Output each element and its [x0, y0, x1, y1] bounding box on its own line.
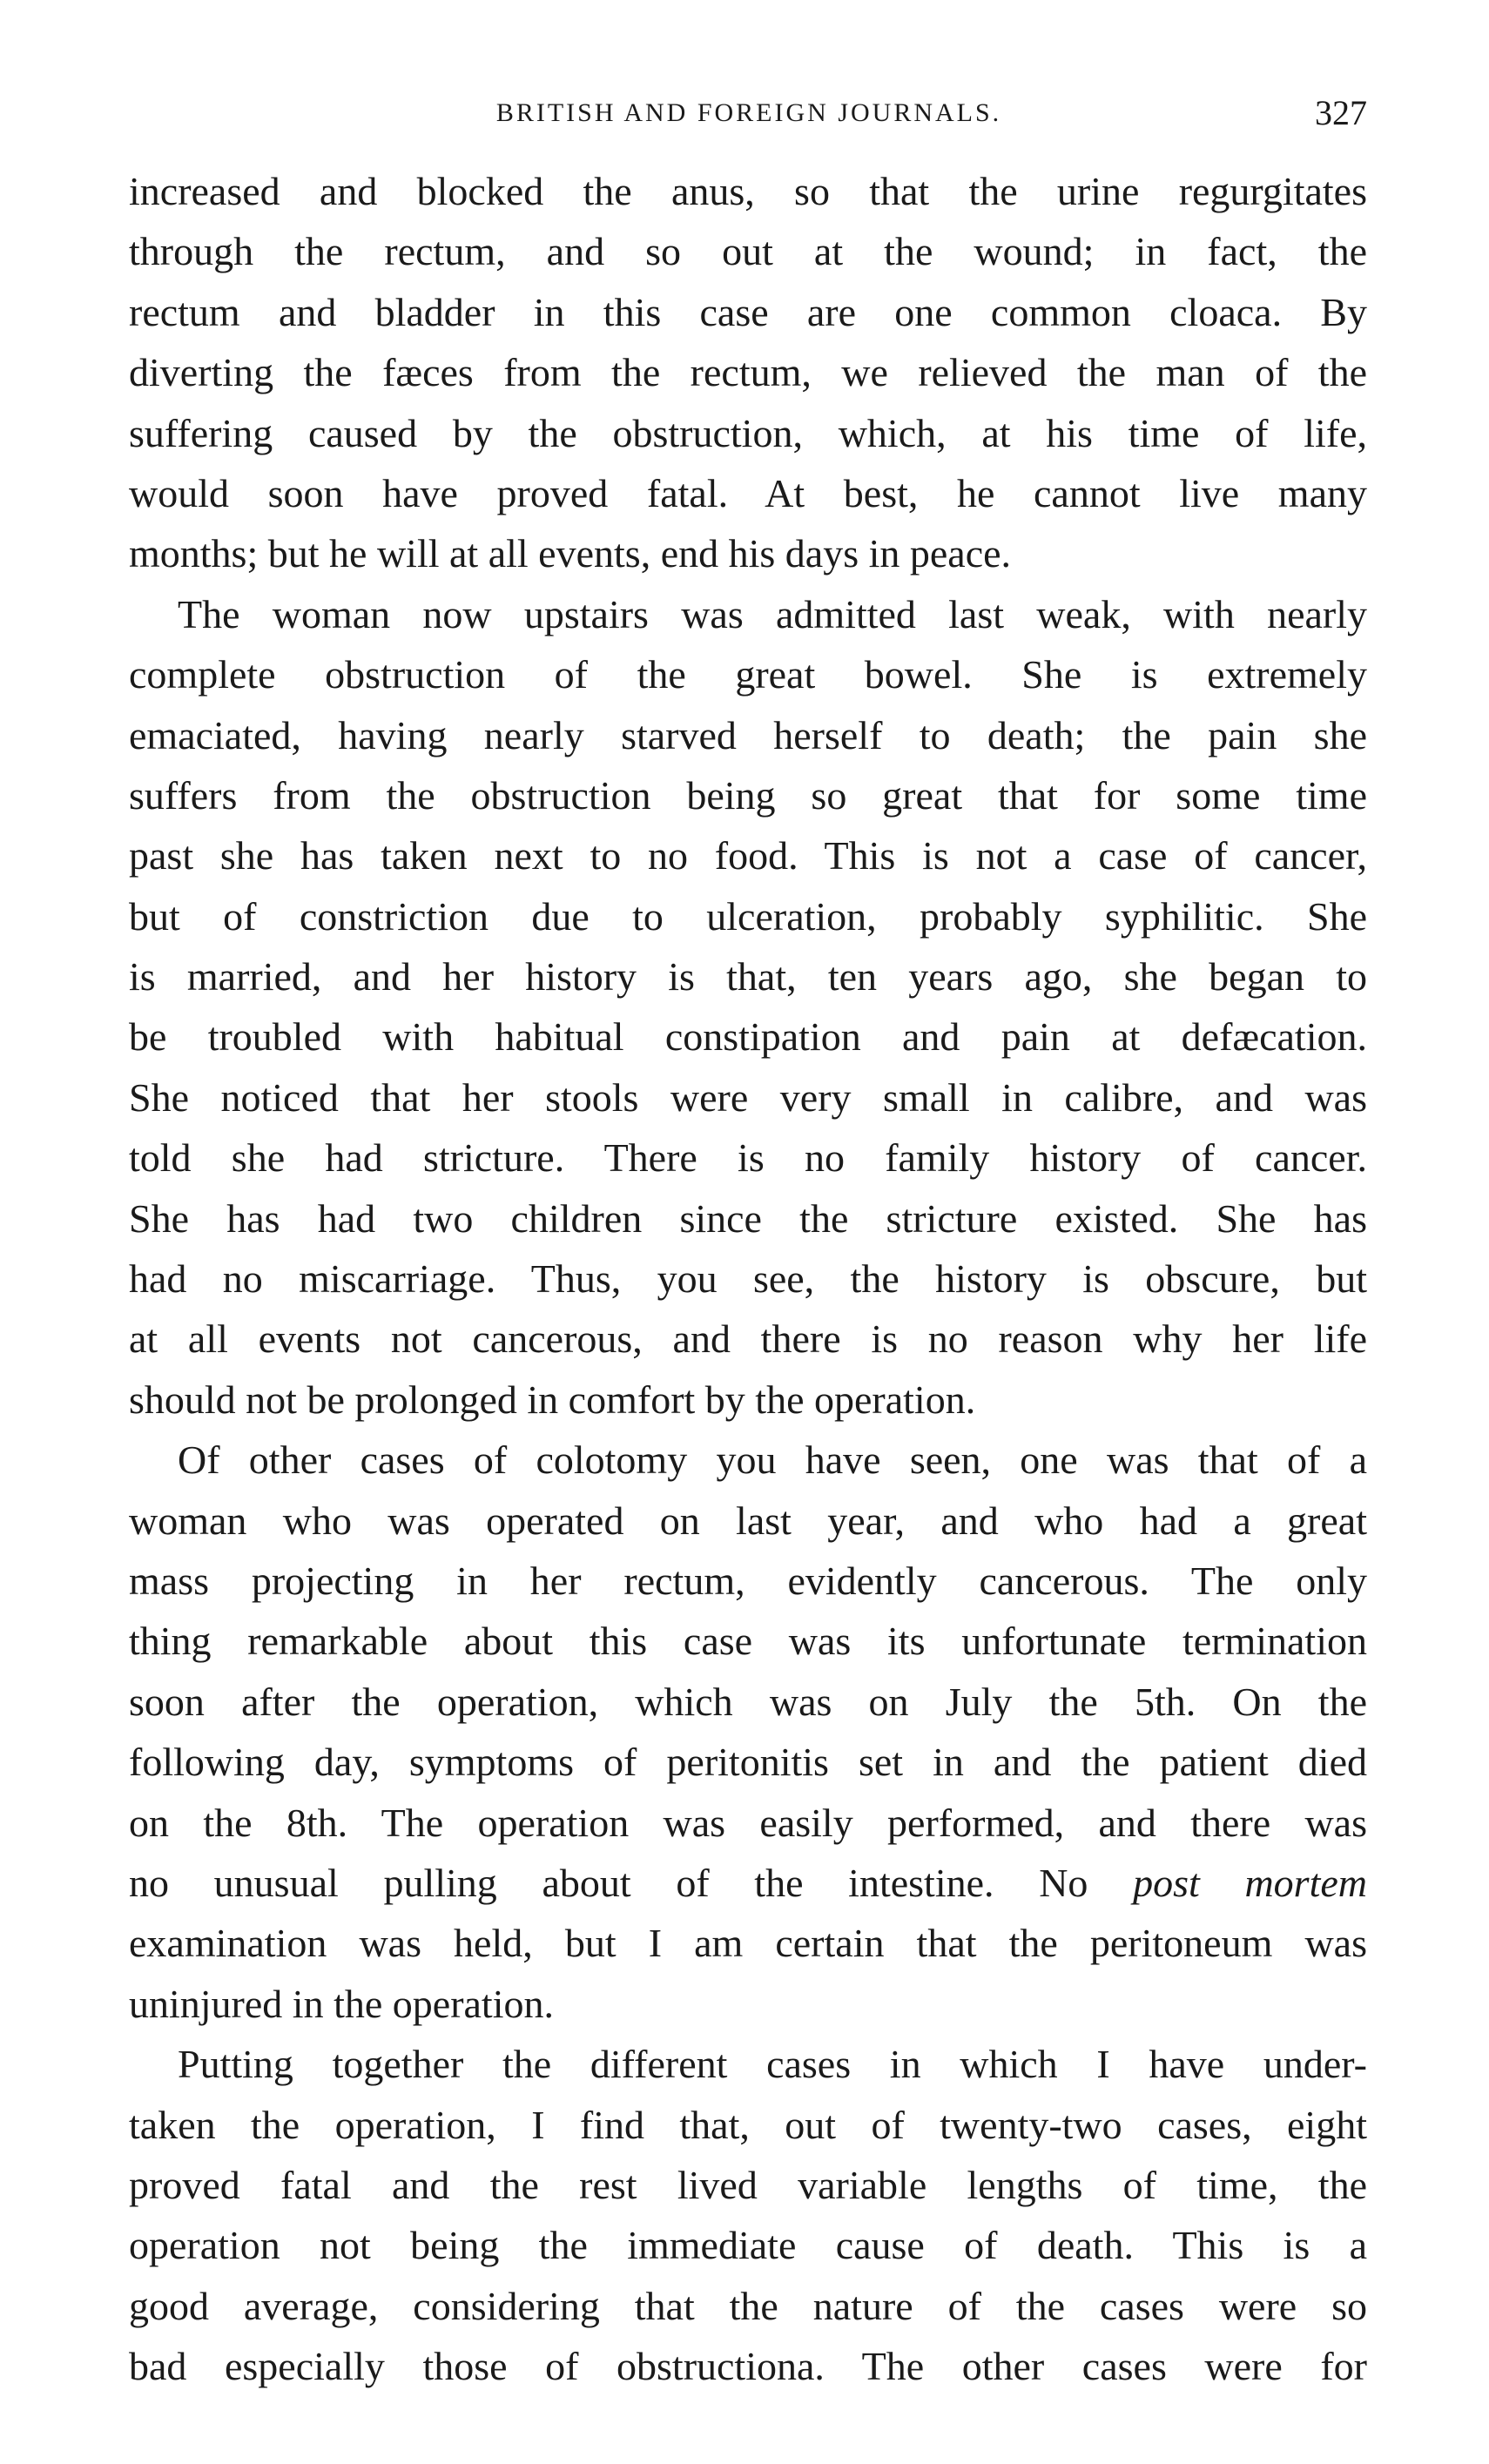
text-line-content: thing remarkable about this case was its unfortunate termination [129, 1619, 1367, 1664]
text-line-content: on the 8th. The operation was easily performed, and there was [129, 1800, 1367, 1845]
text-line [129, 1491, 1367, 1551]
text-line [129, 584, 1367, 644]
text-line-content: increased and blocked the anus, so that the urine regurgitates [129, 169, 1367, 213]
text-line-content: is married, and her history is that, ten years ago, she began to [129, 954, 1367, 1000]
text-line-content: be troubled with habitual constipation and pain at defæcation. [129, 1014, 1367, 1060]
text-line [129, 644, 1367, 704]
text-line-content: Of other cases of colotomy you have seen, one was that of a [178, 1437, 1367, 1483]
text-line-content: suffering caused by the obstruction, which, at his time of life, [129, 410, 1367, 455]
text-line [129, 1913, 1367, 1973]
text-line-content: The woman now upstairs was admitted last weak, with nearly [178, 591, 1367, 636]
text-line-content: diverting the fæces from the rectum, we relieved the man of the [129, 350, 1367, 395]
text-line [129, 161, 1367, 221]
text-line [129, 523, 1367, 583]
text-line [129, 1611, 1367, 1671]
text-line [129, 705, 1367, 765]
text-line [129, 2276, 1367, 2336]
text-line-content: had no miscarriage. Thus, you see, the history is obscure, but [129, 1256, 1367, 1302]
text-line-content: examination was held, but I am certain that the peritoneum was [129, 1921, 1367, 1966]
text-line-content: but of constriction due to ulceration, probably syphilitic. She [129, 893, 1367, 939]
text-line [129, 2095, 1367, 2155]
text-line [129, 1067, 1367, 1128]
text-line-content: through the rectum, and so out at the wound; in fact, the [129, 229, 1367, 274]
page-number: 327 [1315, 93, 1367, 132]
text-line [129, 221, 1367, 281]
text-line [129, 2336, 1367, 2396]
text-line [129, 825, 1367, 885]
running-head [131, 87, 1367, 139]
text-line-content: uninjured in the operation. [129, 1981, 554, 2026]
text-line [129, 1853, 1367, 1913]
text-line [129, 2215, 1367, 2275]
text-line [129, 886, 1367, 946]
text-line-content: She has had two children since the stricture existed. She has [129, 1195, 1367, 1241]
text-line-content: suffers from the obstruction being so great that for some time [129, 772, 1367, 818]
text-line [129, 1672, 1367, 1732]
text-line [129, 1309, 1367, 1369]
text-line-content: past she has taken next to no food. This is not a case of cancer, [129, 833, 1367, 879]
text-line-content: emaciated, having nearly starved herself to death; the pain she [129, 712, 1367, 757]
text-line [129, 1188, 1367, 1249]
text-line [129, 403, 1367, 463]
text-line [129, 1793, 1367, 1853]
text-line [129, 946, 1367, 1006]
text-line [129, 2155, 1367, 2215]
text-line-content: She noticed that her stools were very small in calibre, and was [129, 1074, 1367, 1120]
text-line-content: no unusual pulling about of the intestine. No [129, 1860, 1134, 1905]
text-line-content: mass projecting in her rectum, evidently cancerous. The only [129, 1558, 1367, 1603]
text-line-content: told she had stricture. There is no family history of cancer. [129, 1135, 1367, 1181]
text-line [129, 1430, 1367, 1490]
text-line-content: Putting together the different cases in which I have under- [178, 2042, 1367, 2087]
text-line [129, 1128, 1367, 1188]
text-line [129, 1974, 1367, 2034]
text-line-content: would soon have proved fatal. At best, he cannot live many [129, 470, 1367, 515]
text-line-content: good average, considering that the nature of the cases were so [129, 2283, 1367, 2328]
text-line-content: operation not being the immediate cause of death. This is a [129, 2223, 1367, 2268]
text-line-content: bad especially those of obstructiona. The other cases were for [129, 2344, 1367, 2389]
text-line-content: woman who was operated on last year, and who had a great [129, 1498, 1367, 1543]
text-line-content: taken the operation, I find that, out of twenty-two cases, eight [129, 2102, 1367, 2147]
text-line [129, 463, 1367, 523]
text-line-content: should not be prolonged in comfort by the operation. [129, 1377, 976, 1422]
text-line-content: proved fatal and the rest lived variable lengths of time, the [129, 2162, 1367, 2207]
text-line-content: months; but he will at all events, end his days in peace. [129, 531, 1012, 576]
text-line [129, 765, 1367, 825]
text-line [129, 1249, 1367, 1309]
body-text [129, 161, 1367, 2396]
text-line [129, 2034, 1367, 2094]
running-title: BRITISH AND FOREIGN JOURNALS. [495, 98, 1002, 127]
text-line [129, 1006, 1367, 1067]
italic-phrase: post mortem [1133, 1860, 1367, 1905]
text-line [129, 282, 1367, 342]
text-line [129, 342, 1367, 402]
text-line-content: at all events not cancerous, and there is no reason why her life [129, 1316, 1367, 1362]
text-line [129, 1551, 1367, 1611]
text-line [129, 1370, 1367, 1430]
text-line-content: soon after the operation, which was on July the 5th. On the [129, 1679, 1367, 1724]
text-line-content: rectum and bladder in this case are one common cloaca. By [129, 289, 1367, 334]
text-line [129, 1732, 1367, 1792]
text-line-content: following day, symptoms of peritonitis set in and the patient died [129, 1740, 1367, 1785]
text-line-content: complete obstruction of the great bowel. She is extremely [129, 652, 1367, 697]
